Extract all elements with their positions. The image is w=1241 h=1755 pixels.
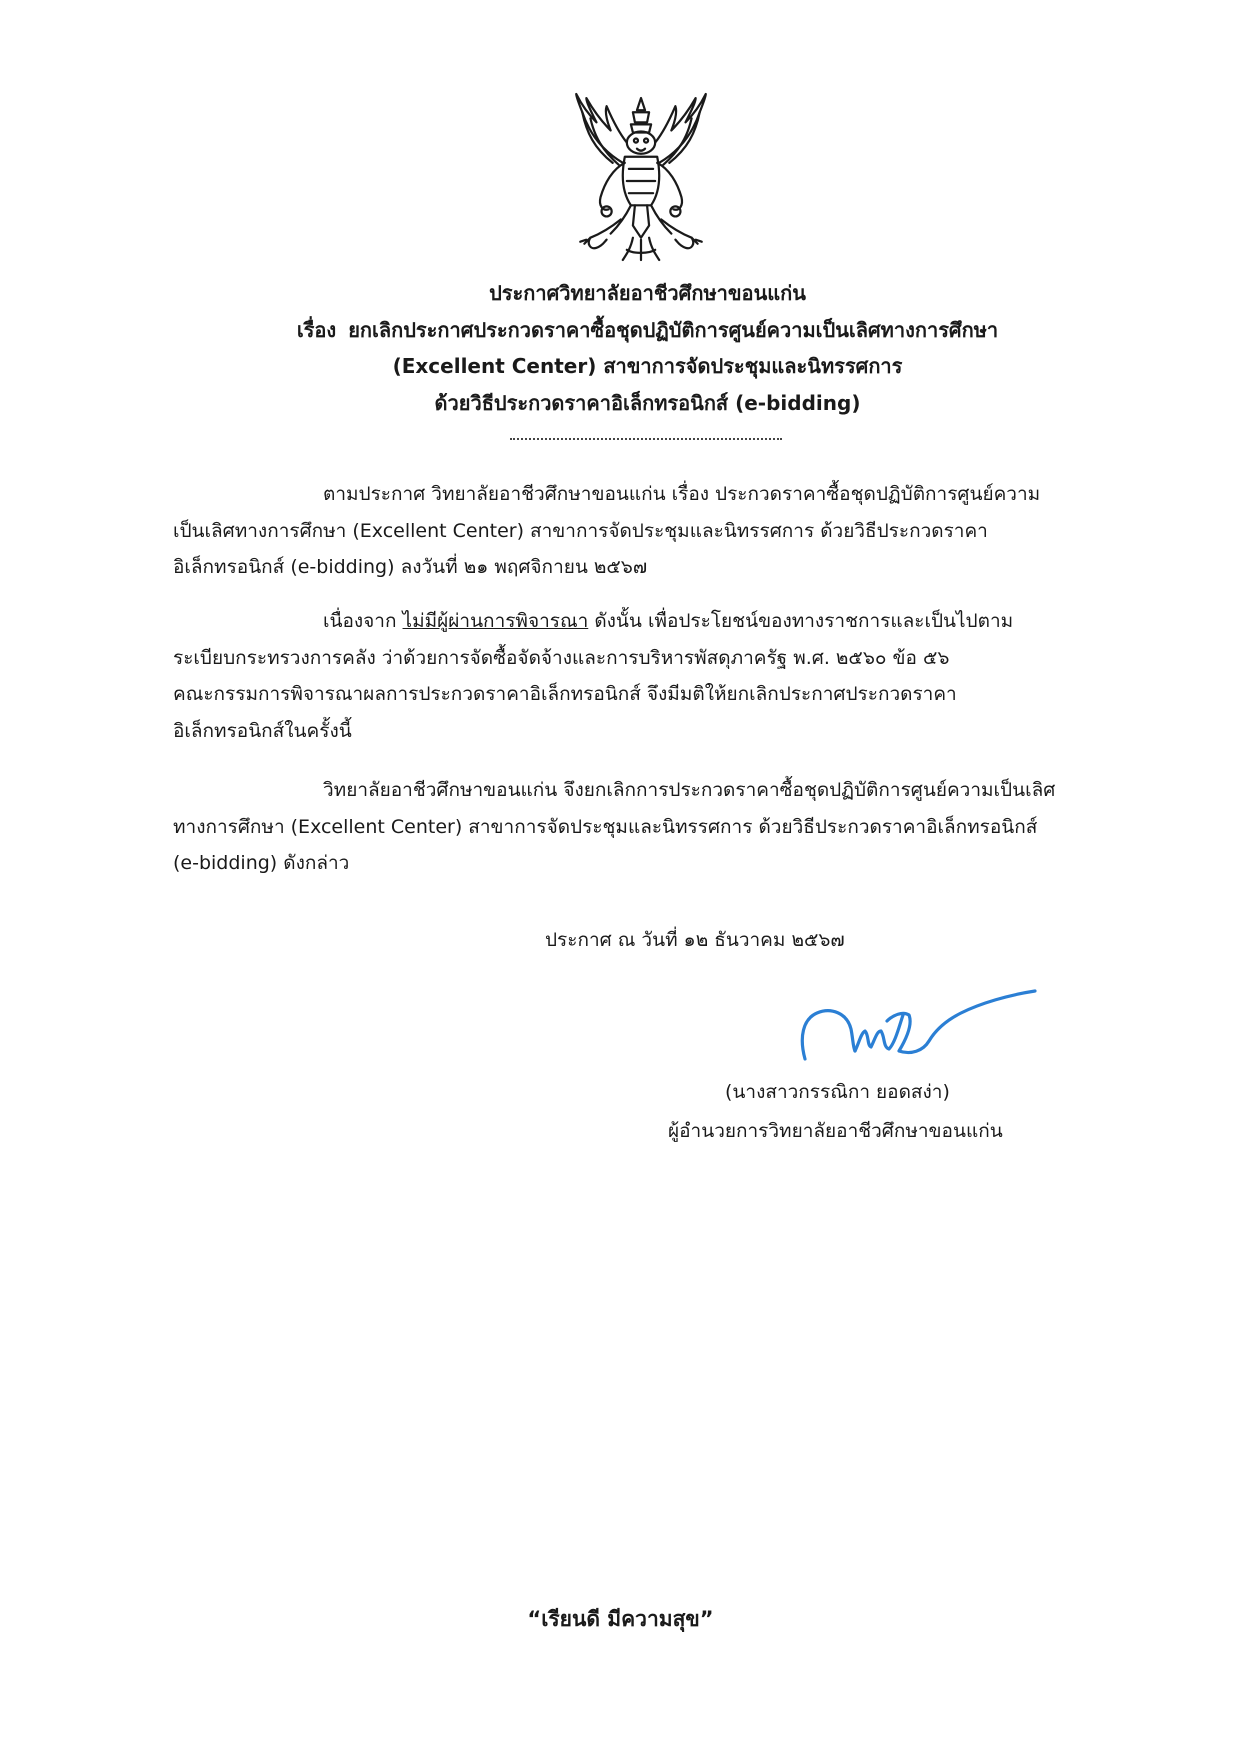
subject-label: เรื่อง bbox=[296, 317, 337, 342]
signer-name: (นางสาวกรรณิกา ยอดสง่า) bbox=[725, 1081, 950, 1103]
subject-line-3: ด้วยวิธีประกวดราคาอิเล็กทรอนิกส์ (e-bidding) bbox=[434, 390, 861, 415]
paragraph-line: ระเบียบกระทรวงการคลัง ว่าด้วยการจัดซื้อจัดจ้างและการบริหารพัสดุภาครัฐ พ.ศ. ๒๕๖๐ ข้อ ๕๖ bbox=[173, 646, 950, 669]
paragraph-line: ตามประกาศ วิทยาลัยอาชีวศึกษาขอนแก่น เรื่อง ประกวดราคาซื้อชุดปฏิบัติการศูนย์ความ bbox=[323, 483, 1041, 505]
announcement-header bbox=[150, 275, 1145, 421]
subject-text-1: ยกเลิกประกาศประกวดราคาซื้อชุดปฏิบัติการศูนย์ความเป็นเลิศทางการศึกษา bbox=[348, 317, 999, 342]
reason-lead: เนื่องจาก bbox=[323, 610, 397, 632]
paragraph-decision bbox=[173, 772, 1115, 882]
paragraph-reference bbox=[173, 476, 1115, 586]
paragraph-line: วิทยาลัยอาชีวศึกษาขอนแก่น จึงยกเลิกการประกวดราคาซื้อชุดปฏิบัติการศูนย์ความเป็นเลิศ bbox=[323, 779, 1056, 801]
subject-line-2: (Excellent Center) สาขาการจัดประชุมและนิทรรศการ bbox=[392, 354, 903, 378]
reason-rest: ดังนั้น เพื่อประโยชน์ของทางราชการและเป็นไปตาม bbox=[594, 610, 1014, 632]
header-divider bbox=[510, 438, 782, 440]
paragraph-line: ทางการศึกษา (Excellent Center) สาขาการจัดประชุมและนิทรรศการ ด้วยวิธีประกวดราคาอิเล็กทรอนิกส์ bbox=[173, 815, 1038, 838]
garuda-emblem-icon bbox=[560, 92, 722, 264]
paragraph-line: อิเล็กทรอนิกส์ในครั้งนี้ bbox=[173, 719, 352, 742]
paragraph-line: (e-bidding) ดังกล่าว bbox=[173, 852, 350, 874]
footer-slogan: “เรียนดี มีความสุข” bbox=[527, 1607, 714, 1631]
announcement-date: ประกาศ ณ วันที่ ๑๒ ธันวาคม ๒๕๖๗ bbox=[545, 929, 845, 951]
reason-underlined: ไม่มีผู้ผ่านการพิจารณา bbox=[402, 610, 589, 632]
paragraph-line bbox=[173, 603, 1115, 640]
paragraph-line: อิเล็กทรอนิกส์ (e-bidding) ลงวันที่ ๒๑ พฤศจิกายน ๒๕๖๗ bbox=[173, 556, 648, 578]
paragraph-line: เป็นเลิศทางการศึกษา (Excellent Center) สาขาการจัดประชุมและนิทรรศการ ด้วยวิธีประกวดราคา bbox=[173, 519, 988, 542]
signer-title: ผู้อำนวยการวิทยาลัยอาชีวศึกษาขอนแก่น bbox=[668, 1120, 1003, 1142]
paragraph-line: คณะกรรมการพิจารณาผลการประกวดราคาอิเล็กทรอนิกส์ จึงมีมติให้ยกเลิกประกาศประกวดราคา bbox=[173, 683, 957, 705]
organization-title: ประกาศวิทยาลัยอาชีวศึกษาขอนแก่น bbox=[489, 281, 806, 305]
handwritten-signature bbox=[795, 985, 1041, 1069]
subject-line-1 bbox=[150, 312, 1145, 349]
paragraph-reason bbox=[173, 603, 1115, 749]
